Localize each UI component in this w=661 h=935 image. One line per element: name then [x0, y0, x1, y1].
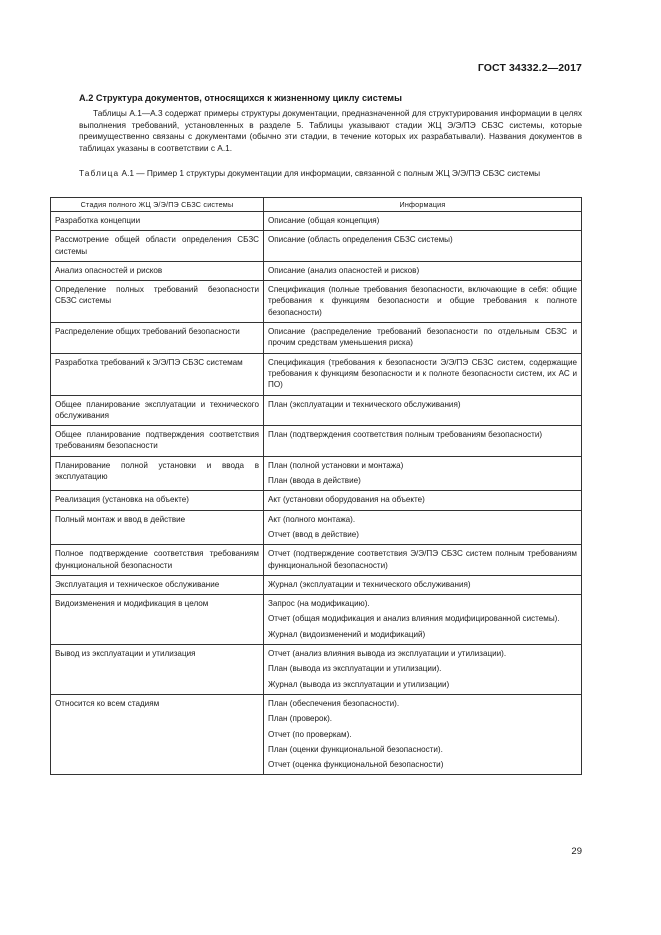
stage-cell: Рассмотрение общей области определения СБЗС системы — [51, 231, 264, 262]
info-line: Журнал (видоизменений и модификаций) — [268, 629, 426, 639]
info-line: Акт (полного монтажа). — [268, 514, 356, 524]
info-line: План (вывода из эксплуатации и утилизации). — [268, 664, 442, 674]
info-line: Отчет (оценка функциональной безопасности) — [268, 760, 444, 770]
info-cell — [264, 510, 582, 545]
info-line: Отчет (подтверждение соответствия Э/Э/ПЭ СБЗС систем полным требованиям функциональной безопасности) — [268, 549, 577, 570]
table-row — [51, 510, 582, 545]
info-line: План (оценки функциональной безопасности). — [268, 744, 443, 754]
intro-paragraph: Таблицы А.1—А.3 содержат примеры структуры документации, предназначенной для структурирования информации в целях выполнения требований, установленных в разделе 5. Таблицы указывают стадии ЖЦ Э/Э/ПЭ СБЗС системы, которые преимущественно связаны с документами (обычно эти стадии, в течение которых их разрабатывали). Названия документов в таблицах указаны в соответствии с А.1. — [79, 108, 582, 154]
info-line: Описание (анализ опасностей и рисков) — [268, 265, 420, 275]
info-cell — [264, 575, 582, 594]
stage-cell: Общее планирование эксплуатации и технического обслуживания — [51, 395, 264, 426]
info-cell — [264, 456, 582, 491]
info-cell — [264, 212, 582, 231]
info-cell — [264, 395, 582, 426]
info-cell — [264, 545, 582, 576]
info-line: Отчет (анализ влияния вывода из эксплуатации и утилизации). — [268, 649, 507, 659]
info-line: План (подтверждения соответствия полным требованиям безопасности) — [268, 430, 543, 440]
stage-cell: Общее планирование подтверждения соответствия требованиям безопасности — [51, 426, 264, 457]
table-row — [51, 231, 582, 262]
table-header-row — [51, 198, 582, 212]
table-body — [51, 212, 582, 775]
info-line: Описание (общая концепция) — [268, 216, 380, 225]
info-line: Отчет (общая модификация и анализ влияния модифицированной системы). — [268, 614, 560, 624]
info-line: План (эксплуатации и технического обслуживания) — [268, 399, 461, 409]
stage-cell: Планирование полной установки и ввода в эксплуатацию — [51, 456, 264, 491]
stage-cell: Эксплуатация и техническое обслуживание — [51, 575, 264, 594]
info-cell — [264, 426, 582, 457]
info-line: Спецификация (требования к безопасности Э/Э/ПЭ СБЗС систем, содержащие требования к функциям безопасности и к полноте безопасности систем, их АС и ПО) — [268, 357, 577, 390]
info-line: План (проверок). — [268, 714, 333, 724]
standard-code: ГОСТ 34332.2—2017 — [477, 62, 582, 74]
table-row — [51, 212, 582, 231]
info-cell — [264, 645, 582, 695]
stage-cell: Относится ко всем стадиям — [51, 694, 264, 774]
info-line: Описание (распределение требований безопасности по отдельным СБЗС и прочим средствам уменьшения риска) — [268, 327, 577, 348]
info-line: План (полной установки и монтажа) — [268, 460, 404, 470]
stage-cell: Определение полных требований безопасности СБЗС системы — [51, 281, 264, 323]
info-cell — [264, 353, 582, 395]
table-row — [51, 426, 582, 457]
stage-cell: Разработка требований к Э/Э/ПЭ СБЗС системам — [51, 353, 264, 395]
table-caption-label: Таблица — [79, 168, 120, 178]
table-row — [51, 595, 582, 645]
stage-cell: Вывод из эксплуатации и утилизация — [51, 645, 264, 695]
table-row — [51, 456, 582, 491]
table-caption — [79, 168, 582, 179]
info-cell — [264, 323, 582, 354]
info-cell — [264, 261, 582, 280]
info-cell — [264, 231, 582, 262]
table-row — [51, 281, 582, 323]
table-row — [51, 261, 582, 280]
table-row — [51, 645, 582, 695]
stage-cell: Полное подтверждение соответствия требованиям функциональной безопасности — [51, 545, 264, 576]
stage-cell: Видоизменения и модификация в целом — [51, 595, 264, 645]
table-row — [51, 545, 582, 576]
stage-cell: Реализация (установка на объекте) — [51, 491, 264, 510]
stage-cell: Распределение общих требований безопасности — [51, 323, 264, 354]
stage-cell: Анализ опасностей и рисков — [51, 261, 264, 280]
table-caption-text: А.1 — Пример 1 структуры документации для информации, связанной с полным ЖЦ Э/Э/ПЭ СБЗС системы — [121, 168, 541, 178]
table-row — [51, 353, 582, 395]
info-line: Запрос (на модификацию). — [268, 599, 370, 609]
section-title: А.2 Структура документов, относящихся к жизненному циклу системы — [79, 93, 402, 103]
stage-cell: Разработка концепции — [51, 212, 264, 231]
table-row — [51, 575, 582, 594]
page-number: 29 — [571, 846, 582, 857]
info-line: План (ввода в действие) — [268, 476, 361, 486]
info-cell — [264, 491, 582, 510]
column-header-info: Информация — [264, 198, 582, 212]
info-cell — [264, 694, 582, 774]
stage-cell: Полный монтаж и ввод в действие — [51, 510, 264, 545]
table-row — [51, 395, 582, 426]
info-line: Акт (установки оборудования на объекте) — [268, 495, 425, 505]
table-row — [51, 694, 582, 774]
info-line: Журнал (вывода из эксплуатации и утилизации) — [268, 679, 450, 689]
table-row — [51, 491, 582, 510]
info-line: Отчет (ввод в действие) — [268, 529, 359, 539]
documentation-table — [50, 197, 582, 775]
info-line: План (обеспечения безопасности). — [268, 698, 400, 708]
table-row — [51, 323, 582, 354]
info-line: Спецификация (полные требования безопасности, включающие в себя: общие требования к функциям безопасности и общие требования к полноте безопасности) — [268, 285, 577, 317]
info-cell — [264, 595, 582, 645]
documentation-table-wrap — [50, 197, 582, 775]
info-line: Журнал (эксплуатации и технического обслуживания) — [268, 579, 471, 589]
info-cell — [264, 281, 582, 323]
column-header-stage: Стадия полного ЖЦ Э/Э/ПЭ СБЗС системы — [51, 198, 264, 212]
info-line: Описание (область определения СБЗС системы) — [268, 235, 453, 245]
info-line: Отчет (по проверкам). — [268, 729, 352, 739]
